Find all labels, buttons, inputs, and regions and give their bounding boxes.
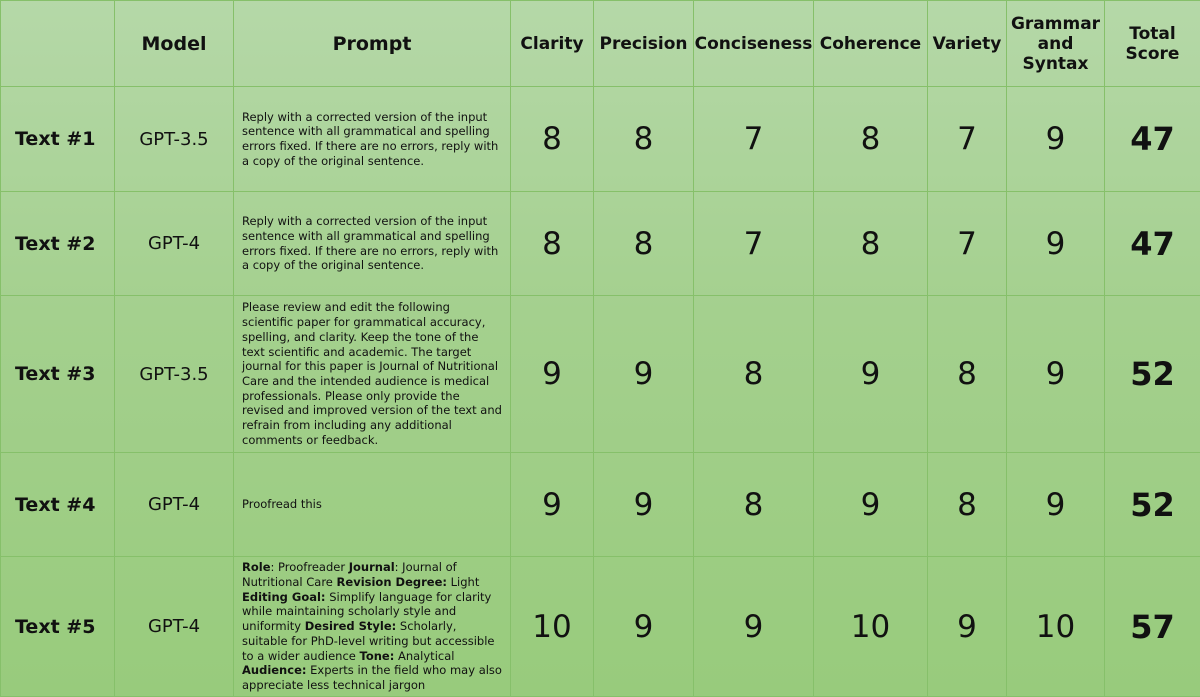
prompt-key-revision: Revision Degree: xyxy=(337,575,447,589)
precision-score: 8 xyxy=(594,87,694,192)
conciseness-score: 8 xyxy=(694,296,814,453)
header-conciseness: Conciseness xyxy=(694,1,814,87)
variety-score: 7 xyxy=(928,192,1007,296)
model-cell: GPT-4 xyxy=(115,453,234,557)
model-cell: GPT-4 xyxy=(115,192,234,296)
variety-score: 9 xyxy=(928,557,1007,697)
coherence-score: 9 xyxy=(814,453,928,557)
header-grammar-syntax xyxy=(1007,1,1105,87)
table-row xyxy=(1,453,1200,557)
prompt-key-role: Role xyxy=(242,560,271,574)
clarity-score: 9 xyxy=(511,453,594,557)
prompt-cell: Please review and edit the following scientific paper for grammatical accuracy, spelling, and clarity. Keep the tone of the text scientific and academic. The target journal for this paper is Journal of Nutritional Care and the intended audience is medical professionals. Please only provide the revised and improved version of the text and refrain from including any additional comments or feedback. xyxy=(234,296,511,453)
table-row xyxy=(1,192,1200,296)
header-row xyxy=(1,1,1200,87)
precision-score: 9 xyxy=(594,296,694,453)
clarity-score: 8 xyxy=(511,87,594,192)
grammar-score: 9 xyxy=(1007,296,1105,453)
precision-score: 9 xyxy=(594,453,694,557)
header-total-line1: Total xyxy=(1105,24,1200,44)
clarity-score: 8 xyxy=(511,192,594,296)
table-row xyxy=(1,557,1200,697)
prompt-cell: Proofread this xyxy=(234,453,511,557)
header-grammar-line1: Grammar xyxy=(1007,14,1104,34)
grammar-score: 9 xyxy=(1007,87,1105,192)
header-grammar-line2: and xyxy=(1007,34,1104,54)
coherence-score: 10 xyxy=(814,557,928,697)
conciseness-score: 7 xyxy=(694,192,814,296)
prompt-key-tone: Tone: xyxy=(360,649,395,663)
header-grammar-line3: Syntax xyxy=(1007,54,1104,74)
table-row xyxy=(1,87,1200,192)
row-label: Text #3 xyxy=(1,296,115,453)
total-score: 47 xyxy=(1105,87,1200,192)
prompt-key-goal: Editing Goal: xyxy=(242,590,326,604)
prompt-key-style: Desired Style: xyxy=(305,619,396,633)
header-total-line2: Score xyxy=(1105,44,1200,64)
grammar-score: 10 xyxy=(1007,557,1105,697)
header-precision: Precision xyxy=(594,1,694,87)
grammar-score: 9 xyxy=(1007,453,1105,557)
precision-score: 9 xyxy=(594,557,694,697)
prompt-value-tone: Analytical xyxy=(394,649,454,663)
header-variety: Variety xyxy=(928,1,1007,87)
coherence-score: 9 xyxy=(814,296,928,453)
header-total-score xyxy=(1105,1,1200,87)
variety-score: 8 xyxy=(928,296,1007,453)
prompt-value-goal: Simplify language for clarity while maintaining scholarly style and uniformity xyxy=(242,590,491,633)
row-label: Text #4 xyxy=(1,453,115,557)
total-score: 57 xyxy=(1105,557,1200,697)
variety-score: 8 xyxy=(928,453,1007,557)
model-cell: GPT-3.5 xyxy=(115,87,234,192)
prompt-cell: Reply with a corrected version of the input sentence with all grammatical and spelling errors fixed. If there are no errors, reply with a copy of the original sentence. xyxy=(234,87,511,192)
prompt-key-journal: Journal xyxy=(349,560,395,574)
row-label: Text #2 xyxy=(1,192,115,296)
clarity-score: 10 xyxy=(511,557,594,697)
header-clarity: Clarity xyxy=(511,1,594,87)
header-prompt: Prompt xyxy=(234,1,511,87)
prompt-value-revision: Light xyxy=(447,575,479,589)
grammar-score: 9 xyxy=(1007,192,1105,296)
precision-score: 8 xyxy=(594,192,694,296)
total-score: 52 xyxy=(1105,453,1200,557)
prompt-value-audience: Experts in the field who may also appreciate less technical jargon xyxy=(242,663,502,692)
row-label: Text #5 xyxy=(1,557,115,697)
model-cell: GPT-3.5 xyxy=(115,296,234,453)
coherence-score: 8 xyxy=(814,192,928,296)
coherence-score: 8 xyxy=(814,87,928,192)
prompt-cell: Reply with a corrected version of the input sentence with all grammatical and spelling errors fixed. If there are no errors, reply with a copy of the original sentence. xyxy=(234,192,511,296)
variety-score: 7 xyxy=(928,87,1007,192)
prompt-value-role: : Proofreader xyxy=(271,560,349,574)
clarity-score: 9 xyxy=(511,296,594,453)
prompt-cell xyxy=(234,557,511,697)
header-coherence: Coherence xyxy=(814,1,928,87)
table-row xyxy=(1,296,1200,453)
prompt-key-audience: Audience: xyxy=(242,663,306,677)
conciseness-score: 8 xyxy=(694,453,814,557)
prompt-value-style: Scholarly, suitable for PhD-level writing but accessible to a wider audience xyxy=(242,619,495,662)
header-model: Model xyxy=(115,1,234,87)
header-label xyxy=(1,1,115,87)
prompt-value-journal: : Journal of Nutritional Care xyxy=(242,560,457,589)
row-label: Text #1 xyxy=(1,87,115,192)
total-score: 47 xyxy=(1105,192,1200,296)
model-cell: GPT-4 xyxy=(115,557,234,697)
conciseness-score: 7 xyxy=(694,87,814,192)
conciseness-score: 9 xyxy=(694,557,814,697)
total-score: 52 xyxy=(1105,296,1200,453)
